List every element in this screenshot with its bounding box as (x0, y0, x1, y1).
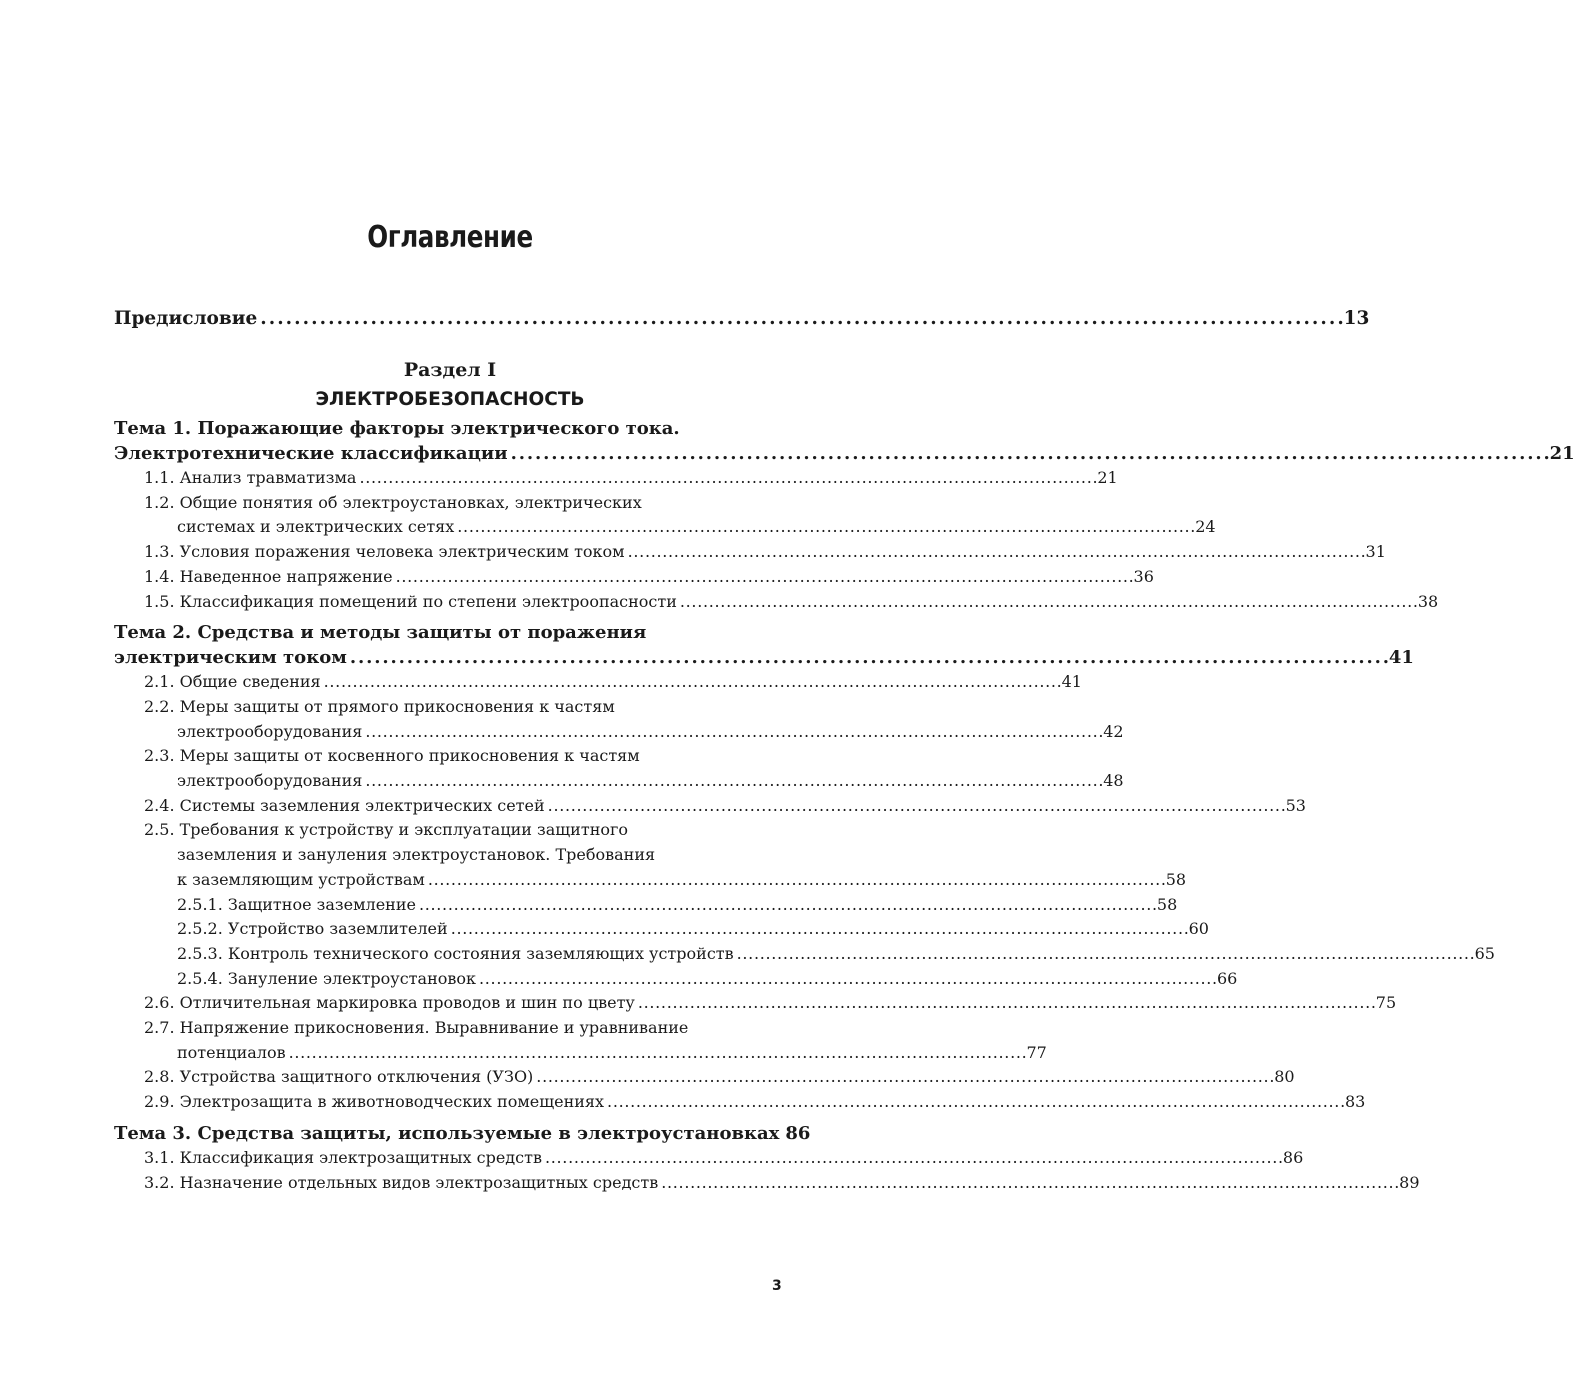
toc-topic-3[interactable] (114, 1121, 811, 1146)
toc-entry-page: 24 (1195, 517, 1216, 537)
toc-entry-label: 2.6. Отличительная маркировка проводов и шин по цвету (144, 993, 635, 1013)
toc-item[interactable] (114, 818, 1187, 892)
toc-entry-line: 2.5. Требования к устройству и эксплуатации защитного (144, 820, 629, 840)
dot-leader (451, 917, 1187, 942)
toc-item[interactable] (114, 1146, 1304, 1171)
dot-leader (607, 1090, 1343, 1115)
dot-leader (396, 565, 1132, 590)
toc-subitem[interactable] (114, 893, 1178, 918)
toc-entry-page: 86 (785, 1122, 811, 1144)
toc-item[interactable] (114, 1090, 1366, 1115)
toc-entry-page: 58 (1165, 869, 1187, 889)
toc-entry-label: 2.5.1. Защитное заземление (177, 894, 416, 914)
toc-item[interactable] (114, 695, 1124, 744)
dot-leader (324, 670, 1060, 695)
toc-item[interactable] (114, 991, 1397, 1016)
toc-entry-label: 2.5.3. Контроль технического состояния заземляющих устройств (177, 943, 734, 963)
toc-entry-label: 1.5. Классификация помещений по степени электроопасности (144, 591, 677, 611)
section-heading (114, 356, 786, 414)
dot-leader (680, 590, 1416, 615)
dot-leader (628, 540, 1364, 565)
toc-topic-title-line: Тема 3. Средства защиты, используемые в электроустановках (114, 1122, 780, 1144)
toc-subitem[interactable] (114, 917, 1209, 942)
toc-entry-line: 1.2. Общие понятия об электроустановках, электрических (144, 492, 642, 512)
dot-leader (365, 769, 1101, 794)
toc-entry-page: 31 (1365, 542, 1386, 562)
toc-entry-line: 2.7. Напряжение прикосновения. Выравнивание и уравнивание (144, 1018, 689, 1038)
dot-leader (365, 720, 1101, 745)
toc-entry-label: 2.5.2. Устройство заземлителей (177, 919, 448, 939)
toc-item[interactable] (114, 1065, 1295, 1090)
toc-entry-label: 2.5.4. Зануление электроустановок (177, 968, 477, 988)
toc-topic-title-line: Электротехнические классификации (114, 443, 508, 464)
toc-topic-1[interactable] (114, 416, 1575, 466)
toc-entry-label: 1.1. Анализ травматизма (144, 468, 357, 487)
dot-leader (545, 1146, 1281, 1171)
toc-topic-title-line: Тема 2. Средства и методы защиты от поражения (114, 622, 647, 644)
toc-entry-label: 1.3. Условия поражения человека электрическим током (144, 542, 625, 562)
toc-entry-page: 77 (1026, 1042, 1047, 1062)
toc-topic-title-line: Тема 1. Поражающие факторы электрического тока. (114, 418, 680, 439)
dot-leader (661, 1171, 1397, 1196)
dot-leader (536, 1065, 1272, 1090)
dot-leader (548, 794, 1284, 819)
table-of-contents (114, 306, 1575, 1195)
toc-entry-page: 36 (1133, 566, 1154, 586)
toc-entry-label: 2.8. Устройства защитного отключения (УЗО) (144, 1067, 534, 1087)
dot-leader (350, 645, 1387, 670)
toc-entry-label: к заземляющим устройствам (177, 869, 425, 889)
dot-leader (479, 967, 1215, 992)
toc-entry-label: 1.4. Наведенное напряжение (144, 566, 393, 586)
toc-entry-page: 21 (1549, 443, 1575, 464)
section-number: Раздел I (403, 359, 497, 381)
toc-entry-page: 41 (1388, 647, 1414, 669)
dot-leader (737, 942, 1473, 967)
toc-entry-label: 2.4. Системы заземления электрических сетей (144, 795, 545, 815)
toc-item[interactable] (114, 466, 1118, 491)
toc-entry-page: 86 (1282, 1147, 1304, 1167)
toc-item[interactable] (114, 540, 1386, 565)
toc-topic-title-line: электрическим током (114, 647, 347, 669)
toc-item[interactable] (114, 491, 1216, 540)
toc-entry-page: 13 (1343, 308, 1370, 329)
toc-entry-page: 41 (1061, 672, 1082, 692)
toc-entry-page: 21 (1097, 468, 1118, 487)
dot-leader (428, 868, 1164, 893)
dot-leader (359, 466, 1095, 491)
toc-item[interactable] (114, 565, 1154, 590)
toc-entry-line: 2.2. Меры защиты от прямого прикосновения к частям (144, 696, 615, 716)
toc-entry-page: 80 (1274, 1067, 1295, 1087)
toc-entry-label: электрооборудования (177, 721, 363, 741)
page-number: 3 (772, 1278, 782, 1294)
toc-item[interactable] (114, 1016, 1047, 1065)
toc-entry-page: 89 (1399, 1172, 1420, 1192)
toc-entry-preface[interactable] (114, 306, 1370, 332)
toc-entry-page: 48 (1103, 771, 1124, 791)
section-name: ЭЛЕКТРОБЕЗОПАСНОСТЬ (315, 389, 585, 410)
dot-leader (419, 893, 1155, 918)
toc-entry-page: 75 (1375, 993, 1397, 1013)
toc-entry-page: 38 (1417, 591, 1439, 611)
toc-entry-label: 3.2. Назначение отдельных видов электрозащитных средств (144, 1172, 659, 1192)
toc-entry-label: 2.9. Электрозащита в животноводческих помещениях (144, 1092, 605, 1112)
toc-entry-line: 2.3. Меры защиты от косвенного прикосновения к частям (144, 746, 640, 766)
toc-subitem[interactable] (114, 942, 1495, 967)
toc-topic-2[interactable] (114, 620, 1414, 670)
toc-subitem[interactable] (114, 967, 1238, 992)
toc-entry-page: 42 (1103, 721, 1124, 741)
toc-entry-page: 83 (1344, 1092, 1366, 1112)
page-title: Оглавление (367, 220, 533, 255)
toc-entry-label: электрооборудования (177, 771, 363, 791)
toc-entry-label: потенциалов (177, 1042, 286, 1062)
toc-entry-page: 60 (1188, 919, 1209, 939)
dot-leader (289, 1041, 1025, 1066)
toc-entry-label: 2.1. Общие сведения (144, 672, 321, 692)
toc-item[interactable] (114, 670, 1082, 695)
toc-entry-page: 53 (1285, 795, 1306, 815)
toc-item[interactable] (114, 744, 1124, 793)
toc-entry-page: 58 (1156, 894, 1178, 914)
toc-entry-label: 3.1. Классификация электрозащитных средств (144, 1147, 542, 1167)
toc-entry-label: Предисловие (114, 308, 258, 329)
toc-entry-page: 66 (1216, 968, 1238, 988)
dot-leader (260, 306, 1341, 332)
dot-leader (457, 515, 1193, 540)
toc-item[interactable] (114, 794, 1306, 819)
toc-item[interactable] (114, 1171, 1420, 1196)
dot-leader (638, 991, 1374, 1016)
toc-entry-line: заземления и зануления электроустановок. Требования (177, 845, 656, 865)
toc-item[interactable] (114, 590, 1439, 615)
toc-entry-page: 65 (1474, 943, 1495, 963)
toc-entry-label: системах и электрических сетях (177, 517, 455, 537)
dot-leader (511, 441, 1548, 466)
